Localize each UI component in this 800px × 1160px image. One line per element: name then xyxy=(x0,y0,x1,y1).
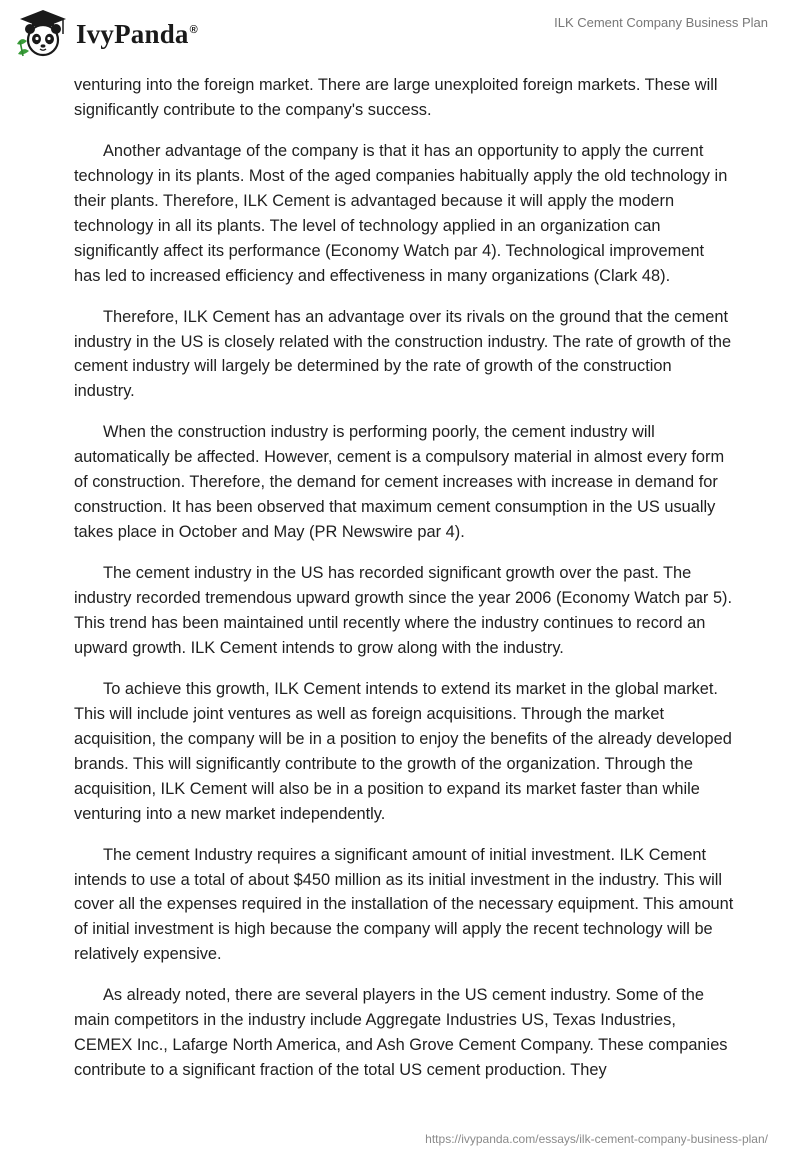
paragraph: venturing into the foreign market. There are large unexploited foreign markets. These will significantly contribute to the company's success. xyxy=(74,76,718,119)
source-url[interactable]: https://ivypanda.com/essays/ilk-cement-company-business-plan/ xyxy=(425,1132,768,1146)
panda-graduate-icon xyxy=(14,8,72,58)
brand-logo[interactable] xyxy=(14,8,198,58)
paragraph: When the construction industry is performing poorly, the cement industry will automatically be affected. However, cement is a compulsory material in almost every form of construction. Therefore, the demand for cement increases with increase in demand for construction. It has been observed that maximum cement consumption in the US usually takes place in October and May (PR Newswire par 4). xyxy=(74,423,725,542)
paragraph: Another advantage of the company is that it has an opportunity to apply the current technology in its plants. Most of the aged companies habitually apply the old technology in their plants. Therefore, ILK Cement is advantaged because it will apply the modern technology in all its plants. The level of technology applied in an organization can significantly affect its performance (Economy Watch par 4). Technological improvement has led to increased efficiency and effectiveness in many organizations (Clark 48). xyxy=(74,142,728,285)
essay-body xyxy=(74,73,734,1099)
brand-name: IvyPanda® xyxy=(76,18,198,49)
paragraph: The cement Industry requires a significant amount of initial investment. ILK Cement intends to use a total of about $450 million as its initial investment in the industry. This will cover all the expenses required in the installation of the necessary equipment. This amount of initial investment is high because the company will apply the recent technology will be relatively expensive. xyxy=(74,845,734,964)
document-title: ILK Cement Company Business Plan xyxy=(554,15,768,30)
page-header xyxy=(0,0,800,70)
paragraph: Therefore, ILK Cement has an advantage over its rivals on the ground that the cement industry in the US is closely related with the construction industry. The rate of growth of the cement industry will largely be determined by the rate of growth of the construction industry. xyxy=(74,307,732,401)
paragraph: To achieve this growth, ILK Cement intends to extend its market in the global market. This will include joint ventures as well as foreign acquisitions. Through the market acquisition, the company will be in a position to enjoy the benefits of the already developed brands. This will significantly contribute to the growth of the organization. Through the acquisition, ILK Cement will also be in a position to expand its market faster than while venturing into a new market independently. xyxy=(74,679,732,823)
paragraph: The cement industry in the US has recorded significant growth over the past. The industry recorded tremendous upward growth since the year 2006 (Economy Watch par 5). This trend has been maintained until recently where the industry continues to record an upward growth. ILK Cement intends to grow along with the industry. xyxy=(74,564,733,657)
registered-mark: ® xyxy=(189,23,198,36)
paragraph: As already noted, there are several players in the US cement industry. Some of the main competitors in the industry include Aggregate Industries US, Texas Industries, CEMEX Inc., Lafarge North America, and Ash Grove Cement Company. These companies contribute to a significant fraction of the total US cement production. They xyxy=(74,986,728,1080)
